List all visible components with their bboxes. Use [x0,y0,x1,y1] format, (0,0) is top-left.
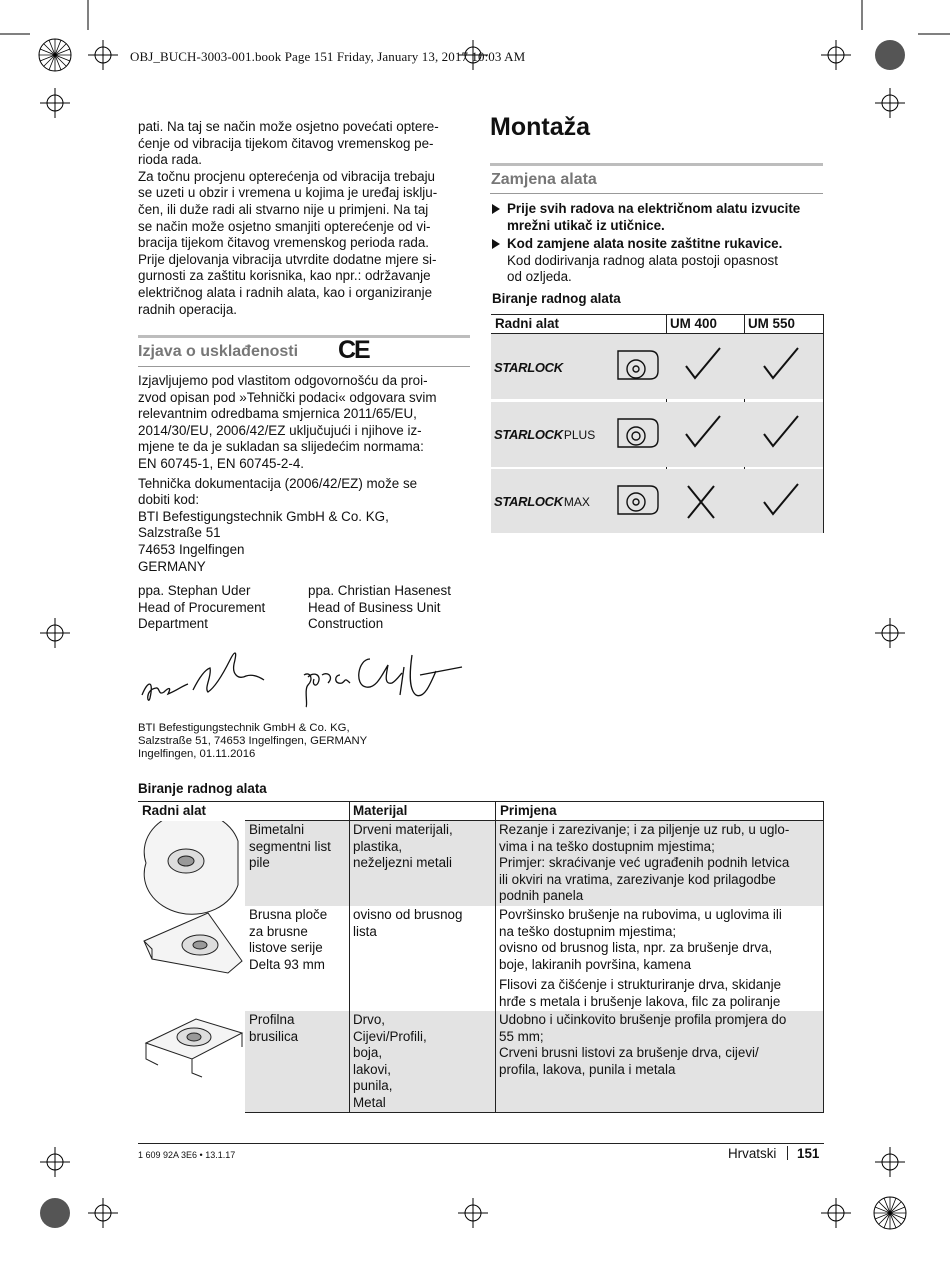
row1-tool: Bimetalni segmentni list pile [249,822,331,871]
hdr-radni-alat: Radni alat [142,803,206,818]
hdr-materijal: Materijal [353,803,408,818]
signatory-1: ppa. Stephan Uder Head of Procurement Department [138,583,266,632]
row3-material: Drvo, Cijevi/Profili, boja, lakovi, punila, Metal [353,1012,427,1110]
application-table [138,801,824,1113]
tool-illustrations [138,821,246,1113]
section-title: Zamjena alata [491,171,597,188]
reg-dot-tr [875,40,905,70]
page-number: 151 [797,1146,820,1161]
table-top-line [138,801,824,802]
section-bar-bottom [490,193,823,194]
starlock-plus-logo: STARLOCKPLUS [494,427,596,442]
safety-notes [492,201,827,308]
col-radni-alat: Radni alat [495,316,559,331]
conformity-bar-bottom [138,366,470,367]
footer-language: Hrvatski [728,1146,777,1161]
declaration-text: Izjavljujemo pod vlastitom odgovornošću da proi- zvod opisan pod »Tehnički podaci« odgovara svim relevantnim odredbama smjernica 2011/65/EU, 2014/30/EU, 2006/42/EZ uključujući i njihove iz- mjene te da je sukladan sa slijedećim normama: EN 60745-1, EN 60745-2-4. [138,373,437,471]
table-bottom-line [245,1112,824,1113]
bullet-triangle-icon [492,239,500,249]
check-icon [764,484,798,514]
profile-sander-icon [146,1019,242,1077]
conformity-bar [138,335,470,338]
row2-use-2: Flisovi za čišćenje i strukturiranje drva, skidanje hrđe s metala i brušenje lakova, filc za poliranje [499,977,782,1009]
bullet-gloves: Kod zamjene alata nosite zaštitne rukavice. Kod dodirivanja radnog alata postoji opasnost od ozljeda. [492,236,827,286]
conformity-title: Izjava o usklađenosti [138,343,299,360]
check-icon [764,348,798,378]
footer-code: 1 609 92A 3E6 • 13.1.17 [138,1150,236,1160]
starlock-max-interface-icon [618,486,658,514]
hdr-primjena: Primjena [500,803,557,818]
para-2: Za točnu procjenu opterećenja od vibracija trebaju se uzeti u obzir i vremena u kojima je uređaj isklju- čen, ili duže radi ali stvarno nije u primjeni. Na taj se način može osjetno smanjiti opterećenje od vi- bracija tijekom čitavog vremenskog perioda rada. [138,168,438,251]
starlock-table [491,314,824,533]
col-divider [495,801,496,1113]
check-icon [686,416,720,446]
row2-tool: Brusna ploče za brusne listove serije Delta 93 mm [249,907,328,972]
reg-starburst-tl [39,39,71,71]
check-icon [764,416,798,446]
starlock-max-logo: STARLOCKMAX [494,494,590,509]
para-1: pati. Na taj se način može osjetno povećati optere- ćenje od vibracija tijekom čitavog vremenskog pe- rioda rada. [138,119,439,168]
section-bar-top [490,163,823,166]
page-title: Montaža [490,113,590,141]
reg-dot-bl [40,1198,70,1228]
company-address: BTI Befestigungstechnik GmbH & Co. KG, Salzstraße 51, 74653 Ingelfingen, GERMANY Ingelfingen, 01.11.2016 [138,722,368,760]
row3-use: Udobno i učinkovito brušenje profila promjera do 55 mm; Crveni brusni listovi za brušenje drva, cijevi/ profila, lakova, punila i metala [499,1012,787,1077]
footer-separator [787,1146,788,1160]
col-divider [823,801,824,1113]
bullet-unplug: Prije svih radova na električnom alatu izvucite mrežni utikač iz utičnice. [492,201,827,234]
col-um400: UM 400 [670,316,717,331]
left-column [138,119,473,318]
starlock-symbols [491,314,824,533]
saw-blade-icon [144,821,238,914]
row2-use: Površinsko brušenje na rubovima, u uglovima ili na teško dostupnim mjestima; ovisno od brusnog lista, npr. za brušenje drva, boje, lakiranih površina, kamena [499,907,782,972]
ce-mark: CE [338,336,369,364]
tech-doc-text: Tehnička dokumentacija (2006/42/EZ) može se dobiti kod: BTI Befestigungstechnik GmbH & Co. KG, Salzstraße 51 74653 Ingelfingen GERMANY [138,475,418,574]
sanding-plate-icon [144,913,242,973]
check-icon [686,348,720,378]
starlock-logo: STARLOCK [494,360,563,375]
col-um550: UM 550 [748,316,795,331]
signature-1 [138,640,268,710]
starlock-plus-interface-icon [618,419,658,447]
bottom-table-title: Biranje radnog alata [138,781,267,796]
signatory-2: ppa. Christian Hasenest Head of Business Unit Construction [308,583,451,632]
bullet-triangle-icon [492,204,500,214]
reg-starburst-br [874,1197,906,1229]
cross-icon [688,486,714,518]
declaration [138,373,473,575]
tool-table-title: Biranje radnog alata [492,290,621,306]
footer-rule [138,1143,824,1144]
row3-tool: Profilna brusilica [249,1012,299,1044]
print-header: OBJ_BUCH-3003-001.book Page 151 Friday, January 13, 2017 10:03 AM [130,49,526,64]
signature-2 [300,645,465,710]
col-divider [349,801,350,1113]
starlock-interface-icon [618,351,658,379]
row2-material: ovisno od brusnog lista [353,907,463,939]
row1-material: Drveni materijali, plastika, neželjezni metali [353,822,453,871]
para-3: Prije djelovanja vibracija utvrdite dodatne mjere si- gurnosti za zaštitu korisnika, kao npr.: održavanje električnog alata i radnih alata, kao i organiziranje radnih operacija. [138,251,437,317]
row1-use: Rezanje i zarezivanje; i za piljenje uz rub, u uglo- vima i na teško dostupnim mjestima; Primjer: skraćivanje već ugrađenih podnih letvica ili okviri na vratima, zarezivanje kod prilagodbe podnih panela [499,822,790,904]
